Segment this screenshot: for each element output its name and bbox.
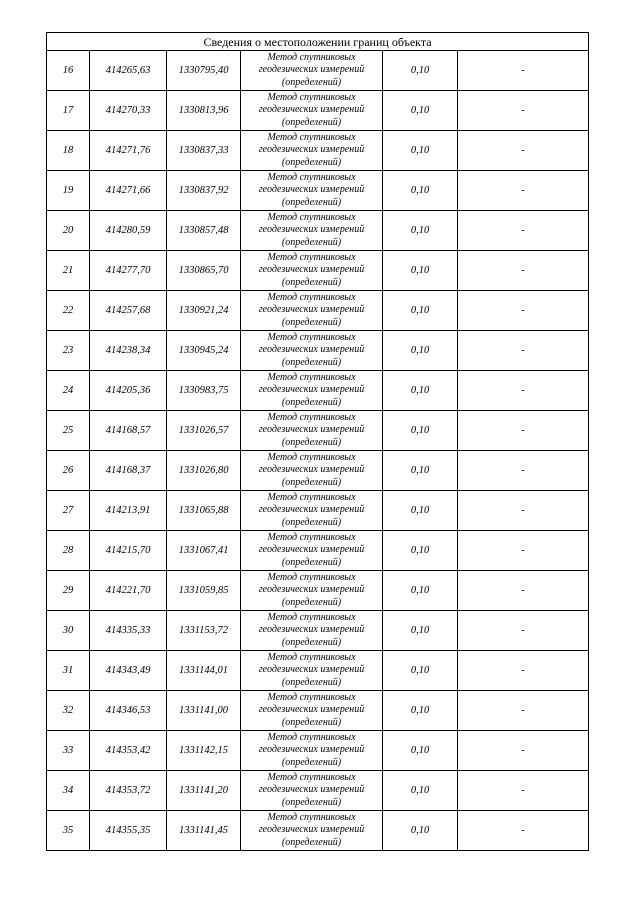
method-line: (определений) [281, 636, 342, 648]
accuracy-cell: 0,10 [383, 611, 458, 651]
method-cell [241, 91, 383, 131]
accuracy-cell: 0,10 [383, 251, 458, 291]
description-cell: - [458, 731, 589, 771]
point-number-cell: 29 [47, 571, 90, 611]
method-line: Метод спутниковых [267, 91, 356, 103]
accuracy-cell: 0,10 [383, 651, 458, 691]
method-cell [241, 491, 383, 531]
coordinate-x-cell: 414168,57 [90, 411, 167, 451]
method-line: (определений) [281, 556, 342, 568]
method-line: (определений) [281, 196, 342, 208]
method-cell [241, 691, 383, 731]
method-line: Метод спутниковых [267, 691, 356, 703]
coordinate-x-cell: 414221,70 [90, 571, 167, 611]
method-line: геодезических измерений [258, 704, 365, 716]
coordinate-x-cell: 414280,59 [90, 211, 167, 251]
method-line: геодезических измерений [258, 64, 365, 76]
accuracy-cell: 0,10 [383, 531, 458, 571]
method-cell [241, 371, 383, 411]
method-line: Метод спутниковых [267, 171, 356, 183]
accuracy-cell: 0,10 [383, 371, 458, 411]
method-cell [241, 131, 383, 171]
table-row [47, 611, 589, 651]
coordinate-x-cell: 414355,35 [90, 811, 167, 851]
method-line: Метод спутниковых [267, 491, 356, 503]
coordinate-x-cell: 414353,42 [90, 731, 167, 771]
method-line: Метод спутниковых [267, 371, 356, 383]
method-line: Метод спутниковых [267, 331, 356, 343]
method-cell [241, 531, 383, 571]
table-row [47, 491, 589, 531]
accuracy-cell: 0,10 [383, 211, 458, 251]
coordinate-x-cell: 414265,63 [90, 51, 167, 91]
accuracy-cell: 0,10 [383, 411, 458, 451]
coordinate-y-cell: 1330813,96 [167, 91, 241, 131]
coordinate-y-cell: 1330983,75 [167, 371, 241, 411]
method-line: геодезических измерений [258, 384, 365, 396]
coordinate-x-cell: 414270,33 [90, 91, 167, 131]
point-number-cell: 23 [47, 331, 90, 371]
point-number-cell: 16 [47, 51, 90, 91]
point-number-cell: 27 [47, 491, 90, 531]
table-row [47, 291, 589, 331]
coordinate-y-cell: 1330921,24 [167, 291, 241, 331]
method-cell [241, 651, 383, 691]
coordinate-x-cell: 414205,36 [90, 371, 167, 411]
table-header-row [47, 33, 589, 51]
coordinate-x-cell: 414215,70 [90, 531, 167, 571]
description-cell: - [458, 91, 589, 131]
accuracy-cell: 0,10 [383, 691, 458, 731]
method-line: Метод спутниковых [267, 51, 356, 63]
method-line: геодезических измерений [258, 224, 365, 236]
method-line: (определений) [281, 156, 342, 168]
coordinate-y-cell: 1331141,20 [167, 771, 241, 811]
coordinate-y-cell: 1331065,88 [167, 491, 241, 531]
table-row [47, 211, 589, 251]
method-line: (определений) [281, 236, 342, 248]
method-line: Метод спутниковых [267, 251, 356, 263]
method-line: (определений) [281, 76, 342, 88]
boundary-coordinates-table [46, 32, 589, 851]
description-cell: - [458, 651, 589, 691]
coordinate-y-cell: 1331141,45 [167, 811, 241, 851]
method-line: (определений) [281, 476, 342, 488]
accuracy-cell: 0,10 [383, 491, 458, 531]
method-cell [241, 51, 383, 91]
coordinate-x-cell: 414343,49 [90, 651, 167, 691]
coordinate-y-cell: 1331059,85 [167, 571, 241, 611]
point-number-cell: 28 [47, 531, 90, 571]
accuracy-cell: 0,10 [383, 171, 458, 211]
accuracy-cell: 0,10 [383, 331, 458, 371]
table-row [47, 51, 589, 91]
point-number-cell: 33 [47, 731, 90, 771]
point-number-cell: 26 [47, 451, 90, 491]
method-line: геодезических измерений [258, 824, 365, 836]
method-line: (определений) [281, 436, 342, 448]
method-line: (определений) [281, 676, 342, 688]
coordinate-y-cell: 1330865,70 [167, 251, 241, 291]
description-cell: - [458, 211, 589, 251]
method-line: геодезических измерений [258, 464, 365, 476]
point-number-cell: 34 [47, 771, 90, 811]
table-row [47, 691, 589, 731]
method-cell [241, 291, 383, 331]
method-line: (определений) [281, 836, 342, 848]
method-line: (определений) [281, 396, 342, 408]
point-number-cell: 31 [47, 651, 90, 691]
method-line: геодезических измерений [258, 264, 365, 276]
coordinate-y-cell: 1330837,33 [167, 131, 241, 171]
method-line: Метод спутниковых [267, 611, 356, 623]
description-cell: - [458, 451, 589, 491]
description-cell: - [458, 531, 589, 571]
method-cell [241, 571, 383, 611]
coordinate-y-cell: 1330837,92 [167, 171, 241, 211]
coordinate-y-cell: 1330857,48 [167, 211, 241, 251]
accuracy-cell: 0,10 [383, 811, 458, 851]
coordinate-x-cell: 414353,72 [90, 771, 167, 811]
accuracy-cell: 0,10 [383, 51, 458, 91]
point-number-cell: 25 [47, 411, 90, 451]
coordinate-y-cell: 1331141,00 [167, 691, 241, 731]
method-line: Метод спутниковых [267, 411, 356, 423]
method-line: геодезических измерений [258, 144, 365, 156]
point-number-cell: 18 [47, 131, 90, 171]
coordinate-x-cell: 414277,70 [90, 251, 167, 291]
point-number-cell: 19 [47, 171, 90, 211]
description-cell: - [458, 331, 589, 371]
method-cell [241, 331, 383, 371]
table-row [47, 571, 589, 611]
point-number-cell: 32 [47, 691, 90, 731]
description-cell: - [458, 171, 589, 211]
coordinate-x-cell: 414238,34 [90, 331, 167, 371]
method-line: геодезических измерений [258, 304, 365, 316]
table-row [47, 771, 589, 811]
table-row [47, 171, 589, 211]
point-number-cell: 20 [47, 211, 90, 251]
method-line: Метод спутниковых [267, 531, 356, 543]
method-cell [241, 611, 383, 651]
coordinate-x-cell: 414257,68 [90, 291, 167, 331]
method-line: Метод спутниковых [267, 291, 356, 303]
description-cell: - [458, 571, 589, 611]
method-line: (определений) [281, 116, 342, 128]
method-line: Метод спутниковых [267, 211, 356, 223]
table-row [47, 531, 589, 571]
description-cell: - [458, 251, 589, 291]
description-cell: - [458, 371, 589, 411]
table-row [47, 331, 589, 371]
method-cell [241, 411, 383, 451]
coordinate-x-cell: 414168,37 [90, 451, 167, 491]
method-line: (определений) [281, 716, 342, 728]
method-line: геодезических измерений [258, 104, 365, 116]
method-line: геодезических измерений [258, 184, 365, 196]
accuracy-cell: 0,10 [383, 451, 458, 491]
coordinate-x-cell: 414271,76 [90, 131, 167, 171]
coordinate-y-cell: 1331026,57 [167, 411, 241, 451]
accuracy-cell: 0,10 [383, 291, 458, 331]
point-number-cell: 17 [47, 91, 90, 131]
coordinate-y-cell: 1330795,40 [167, 51, 241, 91]
method-cell [241, 451, 383, 491]
method-cell [241, 731, 383, 771]
method-cell [241, 771, 383, 811]
method-line: (определений) [281, 796, 342, 808]
accuracy-cell: 0,10 [383, 571, 458, 611]
method-line: геодезических измерений [258, 584, 365, 596]
method-line: Метод спутниковых [267, 131, 356, 143]
description-cell: - [458, 611, 589, 651]
coordinate-x-cell: 414335,33 [90, 611, 167, 651]
method-line: Метод спутниковых [267, 651, 356, 663]
coordinate-y-cell: 1331144,01 [167, 651, 241, 691]
method-line: геодезических измерений [258, 344, 365, 356]
coordinate-y-cell: 1331153,72 [167, 611, 241, 651]
method-line: Метод спутниковых [267, 731, 356, 743]
method-line: (определений) [281, 356, 342, 368]
method-cell [241, 211, 383, 251]
method-line: геодезических измерений [258, 544, 365, 556]
method-line: геодезических измерений [258, 624, 365, 636]
method-line: (определений) [281, 316, 342, 328]
method-line: геодезических измерений [258, 504, 365, 516]
table-row [47, 411, 589, 451]
table-title: Сведения о местоположении границ объекта [47, 33, 589, 51]
description-cell: - [458, 51, 589, 91]
coordinate-x-cell: 414271,66 [90, 171, 167, 211]
description-cell: - [458, 491, 589, 531]
point-number-cell: 24 [47, 371, 90, 411]
table-body [47, 33, 589, 851]
coordinate-y-cell: 1330945,24 [167, 331, 241, 371]
method-line: геодезических измерений [258, 424, 365, 436]
table-row [47, 731, 589, 771]
description-cell: - [458, 291, 589, 331]
table-row [47, 451, 589, 491]
coordinate-x-cell: 414346,53 [90, 691, 167, 731]
method-line: геодезических измерений [258, 784, 365, 796]
method-line: Метод спутниковых [267, 451, 356, 463]
description-cell: - [458, 771, 589, 811]
method-cell [241, 171, 383, 211]
method-line: геодезических измерений [258, 744, 365, 756]
method-line: Метод спутниковых [267, 571, 356, 583]
accuracy-cell: 0,10 [383, 131, 458, 171]
method-line: (определений) [281, 516, 342, 528]
point-number-cell: 30 [47, 611, 90, 651]
method-line: геодезических измерений [258, 664, 365, 676]
accuracy-cell: 0,10 [383, 91, 458, 131]
table-row [47, 811, 589, 851]
accuracy-cell: 0,10 [383, 771, 458, 811]
description-cell: - [458, 691, 589, 731]
table-row [47, 651, 589, 691]
coordinate-y-cell: 1331026,80 [167, 451, 241, 491]
point-number-cell: 35 [47, 811, 90, 851]
table-row [47, 91, 589, 131]
point-number-cell: 22 [47, 291, 90, 331]
table-row [47, 371, 589, 411]
method-cell [241, 811, 383, 851]
method-line: Метод спутниковых [267, 811, 356, 823]
coordinate-y-cell: 1331067,41 [167, 531, 241, 571]
point-number-cell: 21 [47, 251, 90, 291]
method-line: (определений) [281, 276, 342, 288]
description-cell: - [458, 131, 589, 171]
accuracy-cell: 0,10 [383, 731, 458, 771]
coordinate-y-cell: 1331142,15 [167, 731, 241, 771]
description-cell: - [458, 811, 589, 851]
coordinate-x-cell: 414213,91 [90, 491, 167, 531]
table-row [47, 251, 589, 291]
table-row [47, 131, 589, 171]
method-line: (определений) [281, 596, 342, 608]
description-cell: - [458, 411, 589, 451]
method-cell [241, 251, 383, 291]
method-line: (определений) [281, 756, 342, 768]
method-line: Метод спутниковых [267, 771, 356, 783]
